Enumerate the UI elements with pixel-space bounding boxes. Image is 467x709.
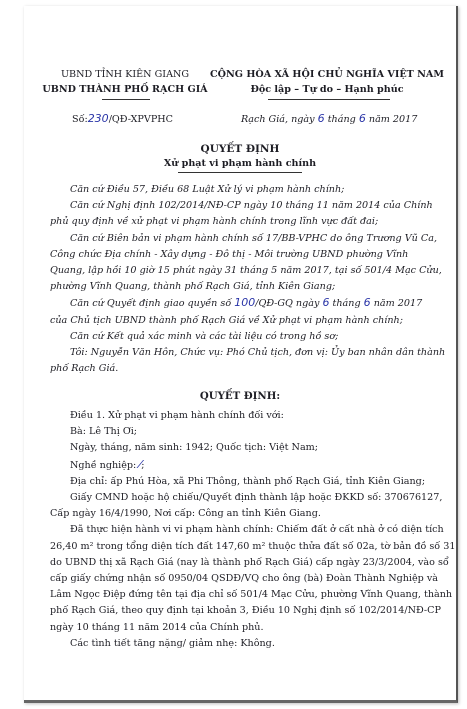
national-motto: Độc lập – Tự do – Hạnh phúc <box>250 84 404 95</box>
issuer-underline <box>102 99 150 100</box>
violation-description: Đã thực hiện hành vi vi phạm hành chính: Chiếm đất ở cất nhà ở có diện tích <box>70 524 444 536</box>
violator-dob: Ngày, tháng, năm sinh: 1942; Quốc tịch: Việt Nam; <box>70 442 318 454</box>
document-subtitle: Xử phạt vi phạm hành chính <box>163 158 317 169</box>
violator-job: Nghề nghiệp: ⁄; <box>70 457 145 471</box>
legal-basis: Căn cứ Điều 57, Điều 68 Luật Xử lý vi phạm hành chính; Căn cứ Nghị định 102/2014/NĐ-CP ngày 10 tháng 11 năm 2014 của Chính phủ quy định về xử phạt vi phạm hành chính trong lĩnh vực đất đai; Căn cứ Biên bản vi phạm hành chính số 17/BB-VPHC do ông Trương Vũ Ca, Công chức Địa chính - Xây dựng - Đô thị - Môi trường UBND phường Vĩnh Quang, lập hồi 10 giờ 15 phút ngày 31 tháng 5 năm 2017, tại số 501/4 Mạc Cửu, phường Vĩnh Quang, thành phố Rạch Giá, tỉnh Kiên Giang; Căn cứ Quyết định giao quyền số 100/QĐ-GQ ngày 6 tháng 6 năm 2017 của Chủ tịch UBND thành phố Rạch Giá về Xử phạt vi phạm hành chính; Căn cứ Kết quả xác minh và các tài liệu có trong hồ sơ; Tôi: Nguyễn Văn Hôn, Chức vụ: Phó Chủ tịch, đơn vị: Ủy ban nhân dân thành phố Rạch Giá. <box>50 184 446 375</box>
article-1-title: Điều 1. Xử phạt vi phạm hành chính đối với: <box>70 410 284 421</box>
decision-heading: QUYẾT ĐỊNH: <box>199 390 281 402</box>
decision-number: Số:230/QĐ-XPVPHC <box>72 112 173 125</box>
national-title: CỘNG HÒA XÃ HỘI CHỦ NGHĨA VIỆT NAM <box>210 69 444 80</box>
issuer-province: UBND TỈNH KIÊN GIANG <box>60 69 190 80</box>
decision-date: Rạch Giá, ngày 6 tháng 6 năm 2017 <box>241 112 418 125</box>
circumstances: Các tình tiết tăng nặng/ giảm nhẹ: Không. <box>70 637 275 649</box>
violator-address: Địa chỉ: ấp Phú Hòa, xã Phi Thông, thành phố Rạch Giá, tỉnh Kiên Giang; <box>70 475 426 487</box>
motto-underline <box>268 99 390 100</box>
handwritten-number: 230 <box>87 112 109 125</box>
subtitle-underline <box>178 172 302 173</box>
document-title: QUYẾT ĐỊNH <box>200 143 280 155</box>
violator-name: Bà: Lê Thị Ơi; <box>70 426 138 438</box>
issuer-city: UBND THÀNH PHỐ RẠCH GIÁ <box>42 84 208 95</box>
document-page <box>24 6 458 703</box>
violator-id: Giấy CMND hoặc hộ chiếu/Quyết định thành lập hoặc ĐKKD số: 370676127, <box>70 492 443 504</box>
handwritten-delegation-number: 100 <box>234 296 256 310</box>
article-1: Điều 1. Xử phạt vi phạm hành chính đối với: Bà: Lê Thị Ơi; Ngày, tháng, năm sinh: 1942; Quốc tịch: Việt Nam; Nghề nghiệp: ⁄; Địa chỉ: ấp Phú Hòa, xã Phi Thông, thành phố Rạch Giá, tỉnh Kiên Giang; Giấy CMND hoặc hộ chiếu/Quyết định thành lập hoặc ĐKKD số: 370676127, Cấp ngày 16/4/1990, Nơi cấp: Công an tỉnh Kiên Giang. Đã thực hiện hành vi vi phạm hành chính: Chiếm đất ở cất nhà ở có diện tích 26,40 m² trong tổng diện tích đất 147,60 m² thuộc thửa đất số 02a, tờ bản đồ số 31 do UBND thị xã Rạch Giá (nay là thành phố Rạch Giá) cấp ngày 23/3/2004, vào sổ cấp giấy chứng nhận số 0950/04 QSDĐ/VQ cho ông (bà) Đoàn Thành Nghiệp và Lâm Ngọc Điệp đứng tên tại địa chỉ số 501/4 Mạc Cửu, phường Vĩnh Quang, thành phố Rạch Giá, theo quy định tại khoản 3, Điều 10 Nghị định số 102/2014/NĐ-CP ngày 10 tháng 11 năm 2014 của Chính phủ. Các tình tiết tăng nặng/ giảm nhẹ: Không. <box>50 408 440 652</box>
basis-law: Căn cứ Điều 57, Điều 68 Luật Xử lý vi phạm hành chính; <box>70 184 345 195</box>
